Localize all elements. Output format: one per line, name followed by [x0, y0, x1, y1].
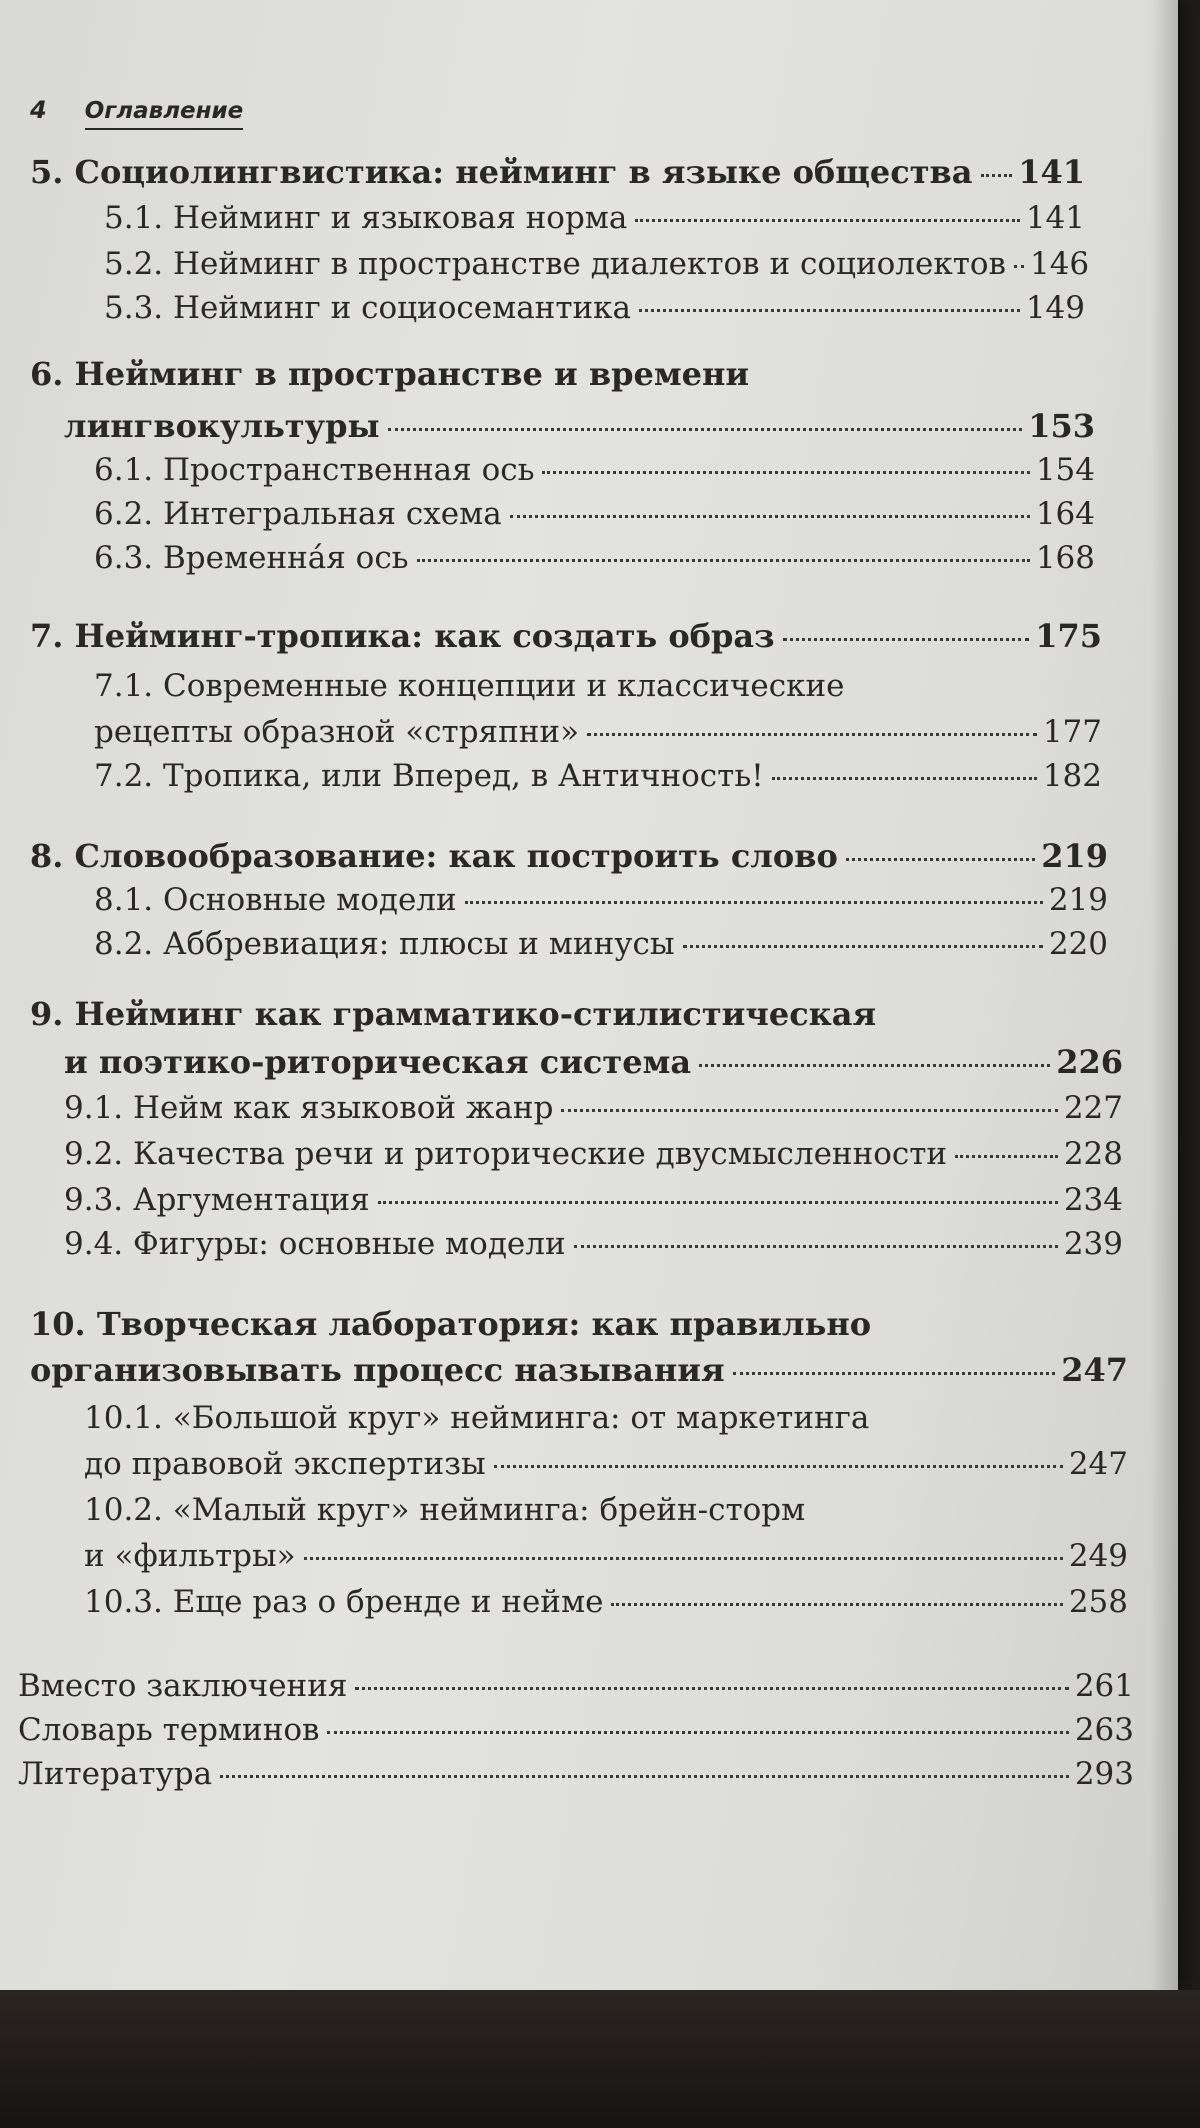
- toc-chapter-10-line1: 10. Творческая лаборатория: как правильно: [30, 1305, 872, 1343]
- toc-section-9-1: 9.1. Нейм как языковой жанр 227: [64, 1090, 1123, 1126]
- toc-section-8-1: 8.1. Основные модели 219: [94, 882, 1108, 918]
- toc-chapter-8: 8. Словообразование: как построить слово 219: [30, 837, 1108, 875]
- toc-section-9-4: 9.4. Фигуры: основные модели 239: [64, 1226, 1123, 1262]
- page-header: [30, 96, 243, 136]
- toc-chapter-5: 5. Социолингвистика: нейминг в языке общества 141: [30, 153, 1085, 191]
- toc-section-6-1: 6.1. Пространственная ось 154: [94, 452, 1095, 488]
- toc-section-5-3: 5.3. Нейминг и социосемантика 149: [104, 290, 1085, 326]
- toc-section-9-2: 9.2. Качества речи и риторические двусмысленности 228: [64, 1136, 1123, 1172]
- toc-section-10-3: 10.3. Еще раз о бренде и нейме 258: [84, 1584, 1128, 1620]
- toc-chapter-6-line1: 6. Нейминг в пространстве и времени: [30, 355, 750, 393]
- toc-section-10-2-line1: 10.2. «Малый круг» нейминга: брейн-сторм: [84, 1492, 806, 1528]
- toc-section-7-1: рецепты образной «стряпни» 177: [94, 714, 1102, 750]
- table-surface: [0, 1990, 1200, 2128]
- toc-section-10-2: и «фильтры» 249: [84, 1538, 1128, 1574]
- toc-chapter-7: 7. Нейминг-тропика: как создать образ 175: [30, 617, 1102, 655]
- toc-section-7-2: 7.2. Тропика, или Вперед, в Античность! 182: [94, 758, 1102, 794]
- toc-conclusion: Вместо заключения 261: [18, 1668, 1134, 1704]
- toc-chapter-9: и поэтико-риторическая система 226: [64, 1043, 1123, 1081]
- toc-section-6-2: 6.2. Интегральная схема 164: [94, 496, 1095, 532]
- toc-section-10-1-line1: 10.1. «Большой круг» нейминга: от маркетинга: [84, 1400, 870, 1436]
- toc-chapter-10: организовывать процесс называния 247: [30, 1351, 1128, 1389]
- page-number: 4: [30, 96, 47, 124]
- toc-glossary: Словарь терминов 263: [18, 1712, 1134, 1748]
- toc-section-5-1: 5.1. Нейминг и языковая норма 141: [104, 200, 1085, 236]
- running-title: Оглавление: [85, 98, 244, 130]
- toc-section-7-1-line1: 7.1. Современные концепции и классические: [94, 668, 845, 704]
- toc-chapter-9-line1: 9. Нейминг как грамматико-стилистическая: [30, 995, 877, 1033]
- toc-section-5-2: 5.2. Нейминг в пространстве диалектов и социолектов 146: [104, 246, 1090, 282]
- page-edge-shadow: [1150, 0, 1180, 1990]
- toc-section-9-3: 9.3. Аргументация 234: [64, 1182, 1123, 1218]
- toc-section-8-2: 8.2. Аббревиация: плюсы и минусы 220: [94, 926, 1108, 962]
- toc-chapter-6: лингвокультуры 153: [64, 407, 1095, 445]
- toc-literature: Литература 293: [18, 1756, 1134, 1792]
- toc-section-10-1: до правовой экспертизы 247: [84, 1446, 1128, 1482]
- toc-section-6-3: 6.3. Временна́я ось 168: [94, 540, 1095, 576]
